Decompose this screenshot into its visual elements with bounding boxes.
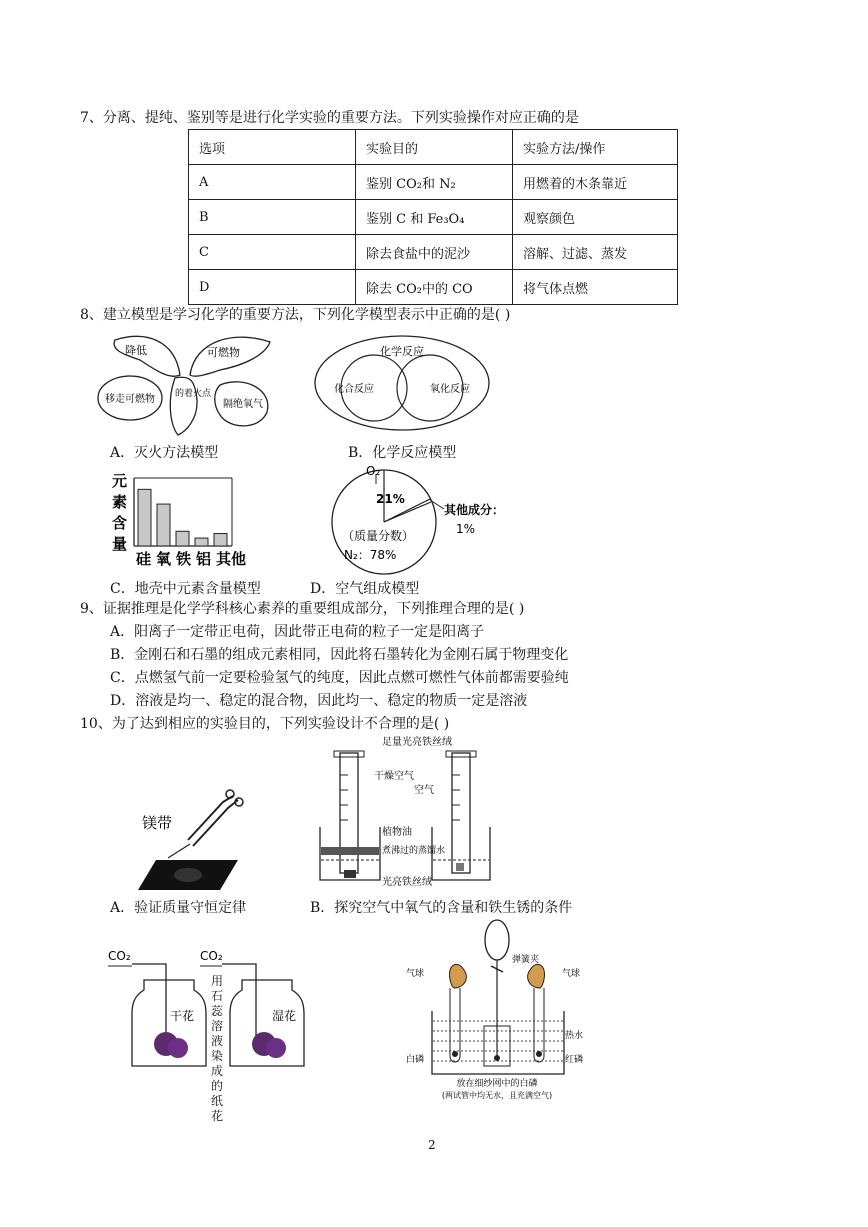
phosphorus-figure bbox=[402, 916, 592, 1101]
table-cell: A bbox=[189, 165, 356, 200]
c-dry: 干花 bbox=[170, 1009, 195, 1023]
q8-caption-b: B．化学反应模型 bbox=[348, 445, 457, 461]
q10-caption-a: A．验证质量守恒定律 bbox=[110, 900, 247, 916]
chart-xtick-label: 铝 bbox=[196, 550, 212, 568]
table-cell: B bbox=[189, 200, 356, 235]
chart-ylabel-char: 素 bbox=[112, 493, 128, 511]
magnesium-figure bbox=[138, 780, 248, 895]
pie-other-label: 其他成分： bbox=[444, 503, 505, 517]
page-number: 2 bbox=[428, 1138, 436, 1152]
venn-outer-text: 化学反应 bbox=[380, 345, 424, 358]
b-water: 煮沸过的蒸馏水 bbox=[382, 846, 446, 856]
pie-center-label: （质量分数） bbox=[342, 529, 415, 543]
d-cap1: 放在细纱网中的白磷 bbox=[456, 1079, 538, 1089]
fire-model-figure bbox=[95, 330, 280, 440]
pie-other-value: 1% bbox=[456, 522, 476, 536]
chart-bar bbox=[195, 538, 208, 546]
air-pie-figure bbox=[316, 462, 526, 577]
b-wool: 光亮铁丝绒 bbox=[382, 877, 432, 888]
q7-stem: 7、分离、提纯、鉴别等是进行化学实验的重要方法。下列实验操作对应正确的是 bbox=[80, 110, 579, 126]
b-oil: 植物油 bbox=[382, 827, 412, 838]
venn-left-text: 化合反应 bbox=[334, 384, 374, 395]
table-cell: 鉴别 C 和 Fe₃O₄ bbox=[356, 200, 513, 235]
b-air: 空气 bbox=[414, 785, 434, 796]
c-note: 用石蕊溶液染成的纸花 bbox=[211, 974, 224, 1123]
q9-stem: 9、证据推理是化学学科核心素养的重要组成部分，下列推理合理的是( ) bbox=[80, 601, 525, 617]
table-cell: 将气体点燃 bbox=[513, 270, 678, 305]
table-row bbox=[189, 165, 678, 200]
table-cell: 观察颜色 bbox=[513, 200, 678, 235]
d-balloon-l: 气球 bbox=[406, 969, 425, 979]
q8-caption-a: A．灭火方法模型 bbox=[110, 445, 219, 461]
d-hot: 热水 bbox=[565, 1031, 584, 1041]
chart-xtick-label: 氧 bbox=[156, 550, 172, 568]
fire-leaf1-text: 降低 bbox=[125, 344, 147, 357]
table-cell: 用燃着的木条靠近 bbox=[513, 165, 678, 200]
table-cell: 除去 CO₂中的 CO bbox=[356, 270, 513, 305]
chart-ylabel-char: 含 bbox=[112, 514, 128, 532]
table-header-cell: 实验方法/操作 bbox=[513, 130, 678, 165]
chart-bar bbox=[138, 489, 151, 546]
table-cell: C bbox=[189, 235, 356, 270]
pie-o2-label: O₂ bbox=[366, 464, 381, 478]
q8-caption-d: D．空气组成模型 bbox=[310, 581, 420, 597]
q9-option-c: C．点燃氢气前一定要检验氢气的纯度，因此点燃可燃性气体前都需要验纯 bbox=[110, 670, 569, 686]
table-header-cell: 实验目的 bbox=[356, 130, 513, 165]
fire-leaf2-text: 可燃物 bbox=[207, 346, 240, 359]
fire-right-text: 隔绝氧气 bbox=[223, 399, 263, 410]
q10-caption-b: B．探究空气中氧气的含量和铁生锈的条件 bbox=[310, 900, 573, 916]
q9-option-d: D．溶液是均一、稳定的混合物，因此均一、稳定的物质一定是溶液 bbox=[110, 693, 528, 709]
chart-xtick-label: 硅 bbox=[136, 550, 152, 568]
chart-xtick-label: 其他 bbox=[216, 550, 247, 568]
c-co2-b: CO₂ bbox=[200, 949, 223, 963]
pie-o2-value: 21% bbox=[376, 492, 405, 506]
q8-caption-c: C．地壳中元素含量模型 bbox=[110, 581, 261, 597]
d-balloon-r: 气球 bbox=[562, 969, 581, 979]
table-row bbox=[189, 200, 678, 235]
table-header-row bbox=[189, 130, 678, 165]
chart-bar bbox=[157, 504, 170, 546]
co2-flower-figure bbox=[104, 944, 329, 1123]
table-header-cell: 选项 bbox=[189, 130, 356, 165]
q10-stem: 10、为了达到相应的实验目的，下列实验设计不合理的是( ) bbox=[80, 716, 450, 732]
venn-right-text: 氧化反应 bbox=[430, 384, 470, 395]
d-clip: 弹簧夹 bbox=[512, 955, 540, 965]
table-row bbox=[189, 235, 678, 270]
venn-figure bbox=[312, 333, 492, 433]
chart-bar bbox=[214, 534, 227, 546]
b-top-label: 足量光亮铁丝绒 bbox=[382, 737, 452, 748]
q8-stem: 8、建立模型是学习化学的重要方法，下列化学模型表示中正确的是( ) bbox=[80, 307, 511, 323]
q9-option-b: B．金刚石和石墨的组成元素相同，因此将石墨转化为金刚石属于物理变化 bbox=[110, 647, 569, 663]
chart-ylabel-char: 元 bbox=[112, 472, 128, 490]
fire-left-text: 移走可燃物 bbox=[105, 394, 155, 405]
d-red: 红磷 bbox=[565, 1055, 584, 1065]
mg-label: 镁带 bbox=[142, 814, 173, 832]
q7-table bbox=[188, 129, 678, 305]
table-cell: 鉴别 CO₂和 N₂ bbox=[356, 165, 513, 200]
table-row bbox=[189, 270, 678, 305]
crust-chart-figure bbox=[108, 470, 247, 568]
table-cell: 除去食盐中的泥沙 bbox=[356, 235, 513, 270]
c-co2-a: CO₂ bbox=[108, 949, 131, 963]
c-wet: 湿花 bbox=[272, 1009, 297, 1023]
table-cell: 溶解、过滤、蒸发 bbox=[513, 235, 678, 270]
pie-n2-label: N₂：78% bbox=[344, 548, 397, 562]
d-white: 白磷 bbox=[406, 1055, 425, 1065]
q9-option-a: A．阳离子一定带正电荷，因此带正电荷的粒子一定是阳离子 bbox=[110, 624, 485, 640]
table-cell: D bbox=[189, 270, 356, 305]
b-dry-air: 干燥空气 bbox=[374, 771, 414, 782]
iron-rust-figure bbox=[314, 735, 494, 895]
d-cap2: (两试管中均无水，且充满空气) bbox=[441, 1091, 553, 1100]
chart-xtick-label: 铁 bbox=[176, 550, 192, 568]
chart-ylabel-char: 量 bbox=[112, 535, 128, 553]
chart-axis-label bbox=[112, 472, 127, 553]
chart-bar bbox=[176, 531, 189, 546]
fire-leaf3-text: 的着火点 bbox=[175, 389, 212, 399]
